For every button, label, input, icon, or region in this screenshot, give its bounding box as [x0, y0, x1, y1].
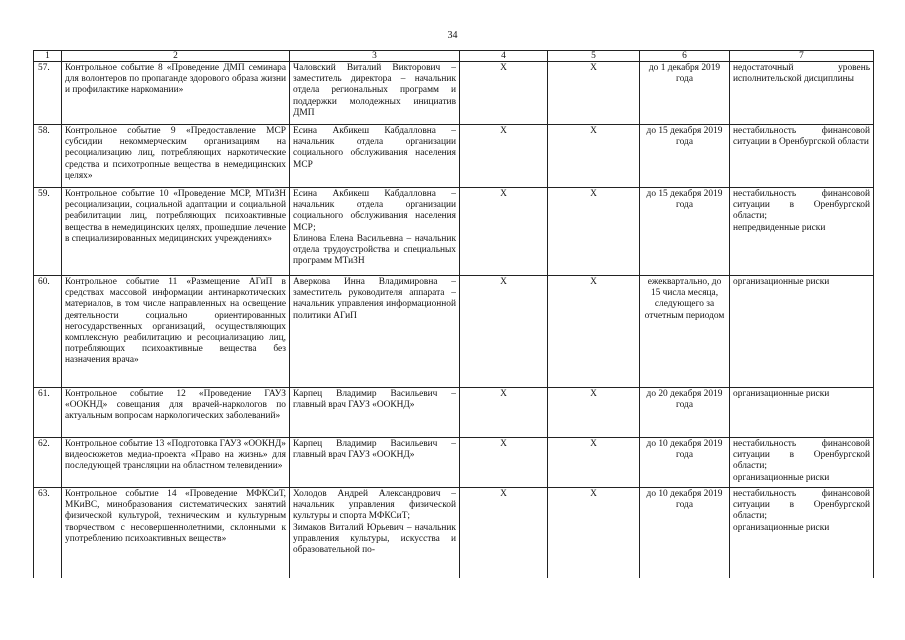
row-number: 58.: [34, 125, 62, 188]
deadline-cell: до 1 декабря 2019 года: [640, 62, 730, 125]
event-cell: Контрольное событие 13 «Подготовка ГАУЗ «ООКНД» видеосюжетов медиа-проекта «Право на жизнь» для последующей трансляции на областном телевидении»: [62, 438, 290, 488]
deadline-cell: до 10 декабря 2019 года: [640, 438, 730, 488]
control-events-table: [33, 50, 874, 578]
row-number: 60.: [34, 276, 62, 388]
col5-cell: X: [548, 388, 640, 438]
column-header-7: 7: [730, 51, 874, 62]
table-row: [34, 62, 874, 125]
col5-cell: X: [548, 125, 640, 188]
deadline-cell: до 15 декабря 2019 года: [640, 188, 730, 276]
column-header-2: 2: [62, 51, 290, 62]
col4-cell: X: [460, 438, 548, 488]
col4-cell: X: [460, 388, 548, 438]
table-row: [34, 438, 874, 488]
table-row: [34, 188, 874, 276]
column-header-3: 3: [290, 51, 460, 62]
risks-cell: организационные риски: [730, 276, 874, 388]
col4-cell: X: [460, 62, 548, 125]
event-cell: Контрольное событие 11 «Размещение АГиП в средствах массовой информации антинаркотических материалов, в том числе направленных на освещение деятельности социально ориентированных негосударственных организаций, осуществляющих комплексную реабилитацию и ресоциализацию лиц, потребляющих психоактивные вещества без назначения врача»: [62, 276, 290, 388]
table-row: [34, 276, 874, 388]
deadline-cell: ежеквартально, до 15 числа месяца, следующего за отчетным периодом: [640, 276, 730, 388]
deadline-cell: до 10 декабря 2019 года: [640, 488, 730, 578]
table-row: [34, 488, 874, 578]
page-number: 34: [447, 30, 458, 41]
responsible-cell: Есина Акбикеш Кабдалловна – начальник отдела организации социального обслуживания населения МСР; Блинова Елена Васильевна – начальник отдела трудоустройства и специальных программ МТиЗН: [290, 188, 460, 276]
col5-cell: X: [548, 188, 640, 276]
column-header-6: 6: [640, 51, 730, 62]
risks-cell: нестабильность финансовой ситуации в Оренбургской области; организационные риски: [730, 488, 874, 578]
event-cell: Контрольное событие 12 «Проведение ГАУЗ «ООКНД» совещания для врачей-наркологов по актуальным вопросам наркологических заболеваний»: [62, 388, 290, 438]
col5-cell: X: [548, 438, 640, 488]
responsible-cell: Карпец Владимир Васильевич – главный врач ГАУЗ «ООКНД»: [290, 388, 460, 438]
column-header-1: 1: [34, 51, 62, 62]
col5-cell: X: [548, 488, 640, 578]
responsible-cell: Карпец Владимир Васильевич – главный врач ГАУЗ «ООКНД»: [290, 438, 460, 488]
row-number: 61.: [34, 388, 62, 438]
risks-cell: недостаточный уровень исполнительской дисциплины: [730, 62, 874, 125]
row-number: 59.: [34, 188, 62, 276]
responsible-cell: Чаловский Виталий Викторович – заместитель директора – начальник отдела региональных программ и поддержки молодежных инициатив ДМП: [290, 62, 460, 125]
event-cell: Контрольное событие 10 «Проведение МСР, МТиЗН ресоциализации, социальной адаптации и социальной реабилитации лиц, потребляющих психоактивные вещества в немедицинских целях, прошедшие лечение в специализированных медицинских учреждениях»: [62, 188, 290, 276]
risks-cell: нестабильность финансовой ситуации в Оренбургской области; непредвиденные риски: [730, 188, 874, 276]
header-row: [34, 51, 874, 62]
col4-cell: X: [460, 276, 548, 388]
col5-cell: X: [548, 62, 640, 125]
row-number: 63.: [34, 488, 62, 578]
col4-cell: X: [460, 188, 548, 276]
deadline-cell: до 15 декабря 2019 года: [640, 125, 730, 188]
table-row: [34, 388, 874, 438]
event-cell: Контрольное событие 14 «Проведение МФКСиТ, МКиВС, минобразования систематических занятий физической культурой, техническим и культурным творчеством с несовершеннолетними, склонными к употреблению психоактивных веществ»: [62, 488, 290, 578]
column-header-4: 4: [460, 51, 548, 62]
col5-cell: X: [548, 276, 640, 388]
table-row: [34, 125, 874, 188]
deadline-cell: до 20 декабря 2019 года: [640, 388, 730, 438]
event-cell: Контрольное событие 8 «Проведение ДМП семинара для волонтеров по пропаганде здорового образа жизни и профилактике наркомании»: [62, 62, 290, 125]
risks-cell: нестабильность финансовой ситуации в Оренбургской области; организационные риски: [730, 438, 874, 488]
responsible-cell: Холодов Андрей Александрович – начальник управления физической культуры и спорта МФКСиТ; Зимаков Виталий Юрьевич – начальник управления культуры, искусства и образовательной по-: [290, 488, 460, 578]
risks-cell: организационные риски: [730, 388, 874, 438]
row-number: 62.: [34, 438, 62, 488]
col4-cell: X: [460, 125, 548, 188]
responsible-cell: Есина Акбикеш Кабдалловна – начальник отдела организации социального обслуживания населения МСР: [290, 125, 460, 188]
risks-cell: нестабильность финансовой ситуации в Оренбургской области: [730, 125, 874, 188]
responsible-cell: Аверкова Инна Владимировна – заместитель руководителя аппарата – начальник управления информационной политики АГиП: [290, 276, 460, 388]
col4-cell: X: [460, 488, 548, 578]
column-header-5: 5: [548, 51, 640, 62]
row-number: 57.: [34, 62, 62, 125]
event-cell: Контрольное событие 9 «Предоставление МСР субсидии некоммерческим организациям на ресоциализацию лиц, потребляющих наркотические средства и психотропные вещества в немедицинских целях»: [62, 125, 290, 188]
